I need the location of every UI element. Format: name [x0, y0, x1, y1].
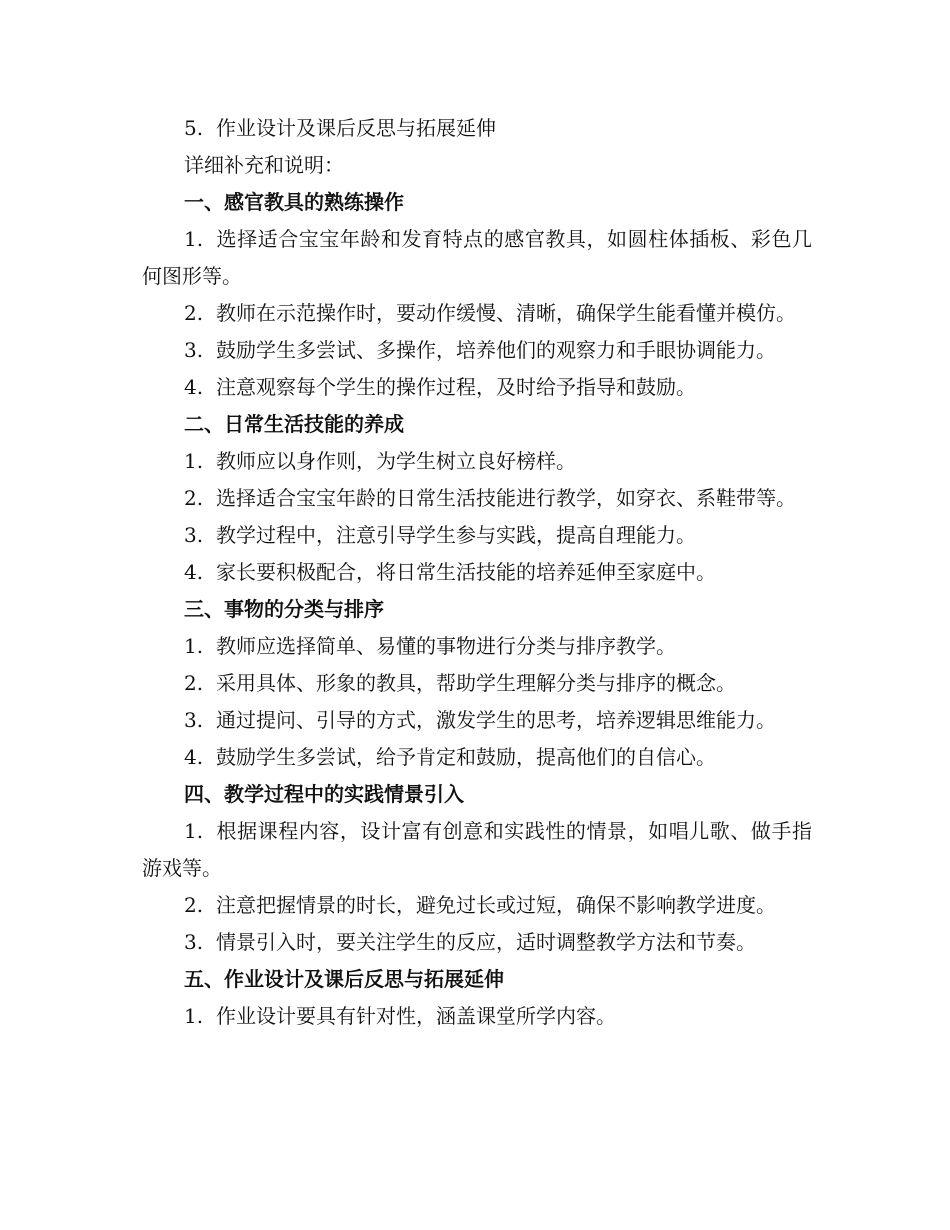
section-heading: 五、作业设计及课后反思与拓展延伸 [184, 967, 504, 991]
item-text: 选择适合宝宝年龄和发育特点的感官教具，如圆柱体插板、彩色几何图形等。 [142, 227, 812, 288]
item-text: 教师在示范操作时，要动作缓慢、清晰，确保学生能看懂并模仿。 [216, 301, 796, 325]
list-item [142, 295, 812, 332]
item-text: 通过提问、引导的方式，激发学生的思考，培养逻辑思维能力。 [216, 708, 776, 732]
list-item [142, 221, 812, 295]
list-item [142, 998, 812, 1035]
item-text: 教师应以身作则，为学生树立良好榜样。 [216, 449, 576, 473]
item-number: 4. [184, 560, 204, 584]
item-text: 作业设计及课后反思与拓展延伸 [216, 116, 496, 140]
item-number: 1. [184, 1004, 204, 1028]
outline-item [142, 110, 812, 147]
item-text: 注意观察每个学生的操作过程，及时给予指导和鼓励。 [216, 375, 696, 399]
item-number: 3. [184, 708, 204, 732]
list-item [142, 332, 812, 369]
list-item [142, 517, 812, 554]
list-item [142, 369, 812, 406]
supplement-label: 详细补充和说明： [184, 153, 344, 177]
item-text: 采用具体、形象的教具，帮助学生理解分类与排序的概念。 [216, 671, 736, 695]
list-item [142, 554, 812, 591]
item-text: 鼓励学生多尝试，给予肯定和鼓励，提高他们的自信心。 [216, 745, 716, 769]
item-text: 鼓励学生多尝试、多操作，培养他们的观察力和手眼协调能力。 [216, 338, 776, 362]
section-heading: 二、日常生活技能的养成 [184, 412, 404, 436]
item-text: 家长要积极配合，将日常生活技能的培养延伸至家庭中。 [216, 560, 716, 584]
item-number: 4. [184, 375, 204, 399]
item-number: 3. [184, 338, 204, 362]
section-heading: 一、感官教具的熟练操作 [184, 190, 404, 214]
item-number: 3. [184, 930, 204, 954]
item-number: 2. [184, 893, 204, 917]
list-item [142, 813, 812, 887]
section-heading: 四、教学过程中的实践情景引入 [184, 782, 464, 806]
item-text: 注意把握情景的时长，避免过长或过短，确保不影响教学进度。 [216, 893, 776, 917]
document-page [142, 110, 812, 1035]
list-item [142, 739, 812, 776]
item-number: 1. [184, 819, 204, 843]
item-number: 1. [184, 227, 204, 251]
item-text: 教学过程中，注意引导学生参与实践，提高自理能力。 [216, 523, 696, 547]
item-number: 3. [184, 523, 204, 547]
item-number: 1. [184, 634, 204, 658]
item-text: 作业设计要具有针对性，涵盖课堂所学内容。 [216, 1004, 616, 1028]
section-heading: 三、事物的分类与排序 [184, 597, 384, 621]
item-number: 4. [184, 745, 204, 769]
list-item [142, 665, 812, 702]
item-number: 2. [184, 301, 204, 325]
item-number: 2. [184, 671, 204, 695]
list-item [142, 887, 812, 924]
list-item [142, 924, 812, 961]
item-text: 情景引入时，要关注学生的反应，适时调整教学方法和节奏。 [216, 930, 756, 954]
item-number: 5. [184, 116, 204, 140]
item-text: 教师应选择简单、易懂的事物进行分类与排序教学。 [216, 634, 676, 658]
sections-container [142, 184, 812, 1035]
item-text: 选择适合宝宝年龄的日常生活技能进行教学，如穿衣、系鞋带等。 [216, 486, 796, 510]
list-item [142, 480, 812, 517]
list-item [142, 443, 812, 480]
item-text: 根据课程内容，设计富有创意和实践性的情景，如唱儿歌、做手指游戏等。 [142, 819, 812, 880]
item-number: 1. [184, 449, 204, 473]
item-number: 2. [184, 486, 204, 510]
list-item [142, 628, 812, 665]
list-item [142, 702, 812, 739]
